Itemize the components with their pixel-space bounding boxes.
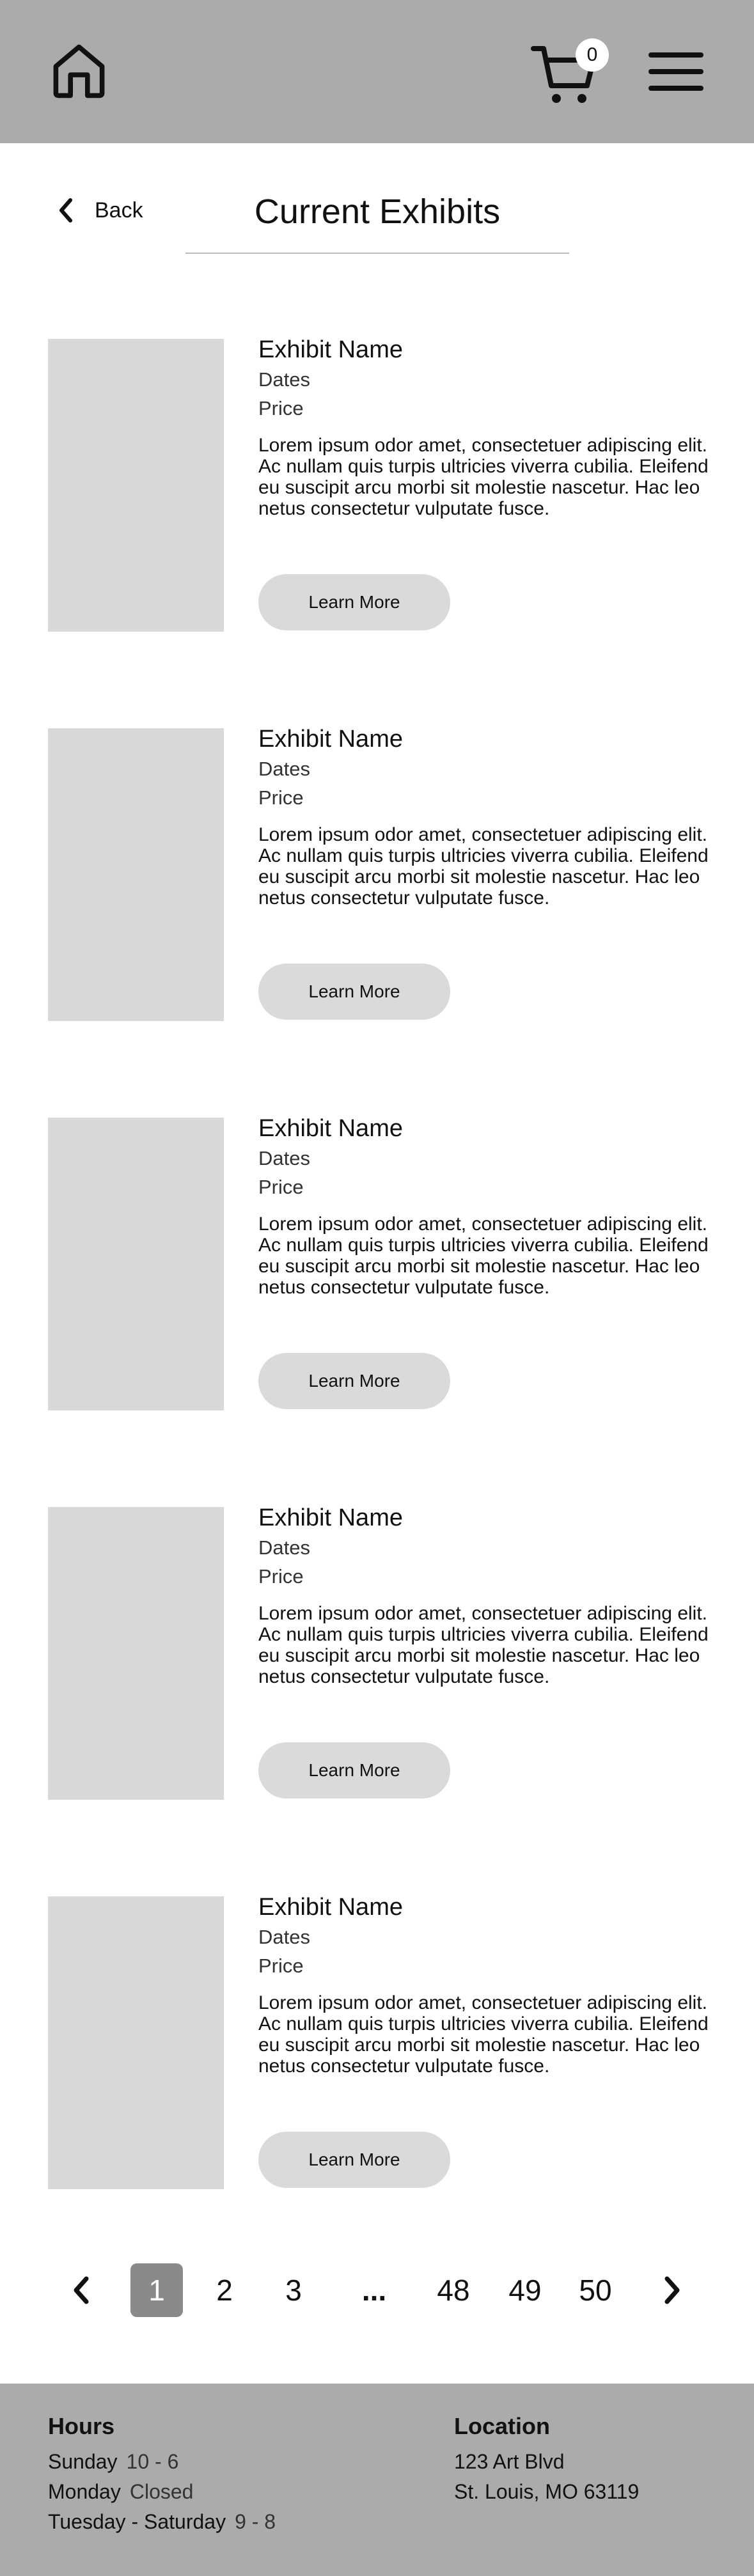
hours-time: Closed	[129, 2480, 194, 2503]
hamburger-menu-icon[interactable]	[647, 50, 705, 93]
exhibit-dates: Dates	[258, 368, 310, 391]
page-title: Current Exhibits	[254, 192, 501, 231]
location-title: Location	[454, 2413, 550, 2439]
exhibit-description: Lorem ipsum odor amet, consectetuer adipiscing elit. Ac nullam quis turpis ultricies viverra cubilia. Eleifend eu suscipit arcu morbi sit molestie nascetur. Hac leo netus consectetur vulputate fusce.	[258, 1992, 709, 2077]
exhibit-name: Exhibit Name	[258, 1115, 403, 1142]
exhibit-card	[0, 1115, 754, 1412]
pagination-next-button[interactable]	[659, 2263, 687, 2317]
exhibit-card	[0, 1504, 754, 1801]
exhibit-image-placeholder	[48, 1896, 224, 2189]
hours-day: Sunday	[48, 2450, 118, 2473]
pagination-page[interactable]: 3	[285, 2274, 302, 2307]
exhibit-name: Exhibit Name	[258, 336, 403, 363]
learn-more-button[interactable]: Learn More	[258, 964, 450, 1020]
learn-more-button[interactable]: Learn More	[258, 1742, 450, 1799]
pagination	[0, 2257, 754, 2321]
exhibit-name: Exhibit Name	[258, 1894, 403, 1921]
pagination-page[interactable]: 50	[579, 2274, 612, 2307]
address-line-2: St. Louis, MO 63119	[454, 2480, 640, 2503]
pagination-page[interactable]: 49	[508, 2274, 542, 2307]
exhibit-card	[0, 728, 754, 1022]
chevron-left-icon	[56, 198, 75, 223]
exhibit-price: Price	[258, 786, 304, 809]
title-divider	[185, 253, 569, 254]
exhibit-description: Lorem ipsum odor amet, consectetuer adipiscing elit. Ac nullam quis turpis ultricies viverra cubilia. Eleifend eu suscipit arcu morbi sit molestie nascetur. Hac leo netus consectetur vulputate fusce.	[258, 1214, 709, 1298]
learn-more-button[interactable]: Learn More	[258, 1353, 450, 1409]
exhibit-dates: Dates	[258, 758, 310, 780]
hours-title: Hours	[48, 2413, 115, 2439]
pagination-ellipsis: ...	[361, 2274, 387, 2307]
back-label: Back	[95, 198, 143, 222]
chevron-right-icon	[662, 2275, 684, 2306]
hours-row	[48, 2450, 178, 2474]
back-link[interactable]	[56, 194, 143, 226]
learn-more-button[interactable]: Learn More	[258, 2132, 450, 2188]
hours-day: Monday	[48, 2480, 121, 2503]
exhibit-image-placeholder	[48, 339, 224, 632]
exhibit-image-placeholder	[48, 728, 224, 1021]
exhibit-dates: Dates	[258, 1926, 310, 1948]
exhibit-description: Lorem ipsum odor amet, consectetuer adipiscing elit. Ac nullam quis turpis ultricies viverra cubilia. Eleifend eu suscipit arcu morbi sit molestie nascetur. Hac leo netus consectetur vulputate fusce.	[258, 1603, 709, 1687]
hours-row	[48, 2510, 276, 2534]
exhibit-card	[0, 1896, 754, 2190]
exhibit-price: Price	[258, 1955, 304, 1977]
hours-time: 9 - 8	[235, 2510, 276, 2533]
address-line-1: 123 Art Blvd	[454, 2450, 565, 2473]
pagination-prev-button[interactable]	[67, 2263, 95, 2317]
hours-time: 10 - 6	[126, 2450, 179, 2473]
exhibit-card	[0, 336, 754, 633]
pagination-page-current[interactable]: 1	[130, 2263, 183, 2317]
exhibit-dates: Dates	[258, 1147, 310, 1169]
chevron-left-icon	[70, 2275, 91, 2306]
exhibit-description: Lorem ipsum odor amet, consectetuer adipiscing elit. Ac nullam quis turpis ultricies viverra cubilia. Eleifend eu suscipit arcu morbi sit molestie nascetur. Hac leo netus consectetur vulputate fusce.	[258, 824, 709, 909]
exhibit-price: Price	[258, 1176, 304, 1198]
pagination-page[interactable]: 2	[216, 2274, 233, 2307]
exhibit-price: Price	[258, 397, 304, 419]
learn-more-button[interactable]: Learn More	[258, 574, 450, 630]
cart-count-badge: 0	[576, 38, 609, 72]
exhibit-image-placeholder	[48, 1507, 224, 1800]
exhibit-name: Exhibit Name	[258, 1504, 403, 1531]
hours-row	[48, 2480, 193, 2504]
footer	[0, 2384, 754, 2576]
exhibit-image-placeholder	[48, 1118, 224, 1410]
top-header	[0, 0, 754, 143]
hours-day: Tuesday - Saturday	[48, 2510, 226, 2533]
pagination-page[interactable]: 48	[437, 2274, 470, 2307]
exhibit-price: Price	[258, 1565, 304, 1588]
exhibit-description: Lorem ipsum odor amet, consectetuer adipiscing elit. Ac nullam quis turpis ultricies viverra cubilia. Eleifend eu suscipit arcu morbi sit molestie nascetur. Hac leo netus consectetur vulputate fusce.	[258, 435, 709, 519]
exhibit-name: Exhibit Name	[258, 726, 403, 753]
cart-button[interactable]	[531, 38, 608, 109]
exhibit-dates: Dates	[258, 1536, 310, 1559]
home-icon[interactable]	[49, 40, 109, 100]
